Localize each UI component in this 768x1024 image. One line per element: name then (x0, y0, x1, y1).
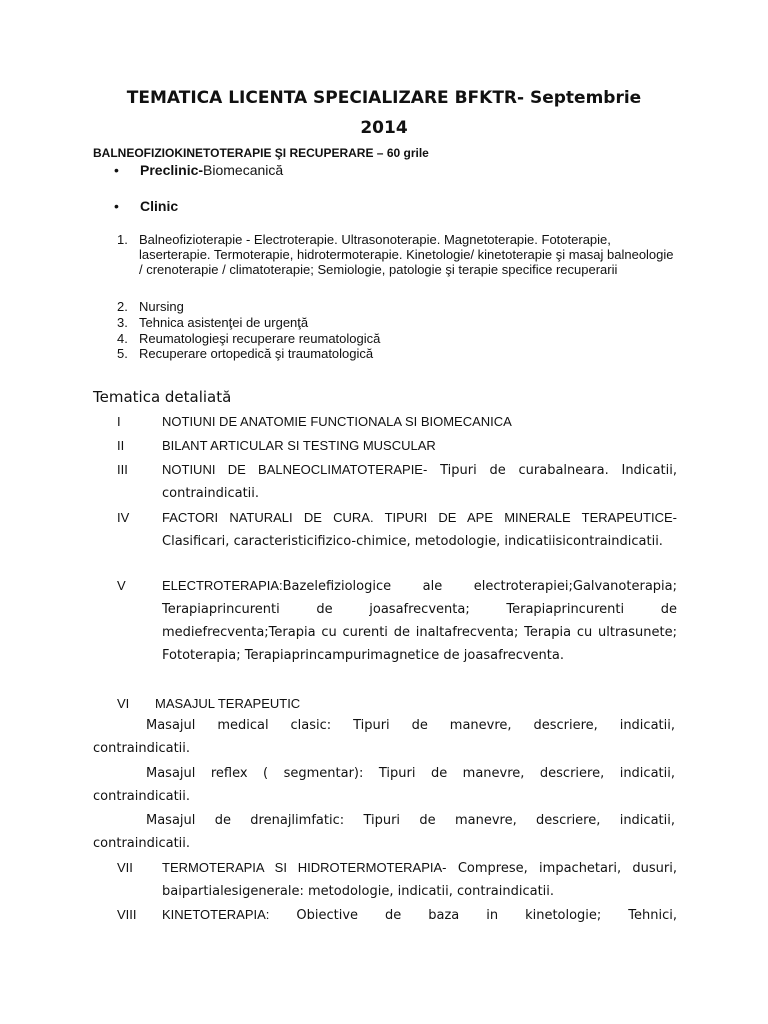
topic-text: BILANT ARTICULAR SI TESTING MUSCULAR (162, 438, 436, 453)
topic-text (162, 903, 677, 927)
topic-text (162, 458, 677, 505)
roman-number: VIII (117, 907, 137, 922)
bullet-dot-icon: • (114, 162, 119, 178)
topic-description: Clasificari, caracteristicifizico-chimice, metodologie, indicatiisicontraindicatii. (162, 534, 663, 549)
section-title: Tematica detaliată (93, 388, 232, 406)
list-number: 4. (117, 331, 128, 346)
bullet-item (114, 162, 283, 178)
roman-number: III (117, 462, 128, 477)
topic-text (162, 856, 677, 903)
bullet-dot-icon: • (114, 198, 119, 214)
topic-text (162, 506, 677, 553)
list-text: Balneofizioterapie - Electroterapie. Ultrasonoterapie. Magnetoterapie. Fototerapie, laserterapie. Termoterapie, hidrotermoterapie. Kinetologie/ kinetoterapie şi masaj balneologie / crenoterapie / climatoterapie; Semiologie, patologie şi terapie specifice recuperarii (139, 232, 674, 277)
masaj-paragraph (93, 762, 675, 808)
list-text: Tehnica asistenţei de urgenţă (139, 315, 309, 330)
topic-description: Bazelefiziologice ale electroterapiei;Galvanoterapia; Terapiaprincurenti de joasafrecventa; Terapiaprincurenti de mediefrecventa;Terapia cu curenti de inaltafrecventa; Terapia cu ultrasunete; Fototerapia; Terapiaprincampurimagnetice de joasafrecventa. (162, 579, 677, 663)
list-number: 3. (117, 315, 128, 330)
document-title-year: 2014 (360, 118, 408, 138)
roman-number: II (117, 438, 125, 453)
roman-number: V (117, 578, 126, 593)
paragraph-line: contraindicatii. (93, 789, 191, 804)
subheading: BALNEOFIZIOKINETOTERAPIE ŞI RECUPERARE – 60 grile (93, 146, 429, 160)
numbered-list-item (117, 232, 677, 292)
roman-number: VI (117, 696, 130, 711)
topic-heading: KINETOTERAPIA: (162, 907, 270, 922)
roman-number: I (117, 414, 121, 429)
topic-heading: TERMOTERAPIA SI HIDROTERMOTERAPIA- (162, 860, 447, 875)
masaj-paragraph (93, 809, 675, 855)
topic-heading: FACTORI NATURALI DE CURA. TIPURI DE APE MINERALE TERAPEUTICE- (162, 510, 677, 525)
roman-number: IV (117, 510, 130, 525)
list-number: 5. (117, 346, 128, 361)
topic-description: Obiective de baza in kinetologie; Tehnici, (269, 908, 677, 923)
roman-number: VII (117, 860, 133, 875)
topic-text: MASAJUL TERAPEUTIC (155, 696, 301, 711)
bullet-bold-label: Clinic (140, 198, 179, 214)
bullet-text: Biomecanică (203, 162, 284, 178)
paragraph-line: Masajul medical clasic: Tipuri de manevre, descriere, indicatii, (146, 718, 675, 733)
masaj-paragraph (93, 714, 675, 760)
paragraph-line: contraindicatii. (93, 836, 191, 851)
list-text: Nursing (139, 299, 184, 314)
topic-description: Tipuri de curabalneara. Indicatii, contraindicatii. (162, 463, 677, 501)
topic-text: NOTIUNI DE ANATOMIE FUNCTIONALA SI BIOMECANICA (162, 414, 512, 429)
bullet-item (114, 198, 178, 214)
topic-heading: ELECTROTERAPIA: (162, 578, 283, 593)
paragraph-line: Masajul de drenajlimfatic: Tipuri de manevre, descriere, indicatii, (146, 813, 675, 828)
list-number: 2. (117, 299, 128, 314)
paragraph-line: contraindicatii. (93, 741, 191, 756)
topic-description: Comprese, impachetari, dusuri, baipartialesigenerale: metodologie, indicatii, contraindicatii. (162, 861, 677, 899)
list-text: Recuperare ortopedică şi traumatologică (139, 346, 374, 361)
bullet-bold-label: Preclinic- (140, 162, 204, 178)
topic-heading: NOTIUNI DE BALNEOCLIMATOTERAPIE- (162, 462, 428, 477)
list-text: Reumatologieşi recuperare reumatologică (139, 331, 381, 346)
list-number: 1. (117, 232, 128, 247)
topic-text (162, 574, 677, 667)
paragraph-line: Masajul reflex ( segmentar): Tipuri de manevre, descriere, indicatii, (146, 766, 675, 781)
document-title: TEMATICA LICENTA SPECIALIZARE BFKTR- Septembrie (126, 88, 642, 108)
